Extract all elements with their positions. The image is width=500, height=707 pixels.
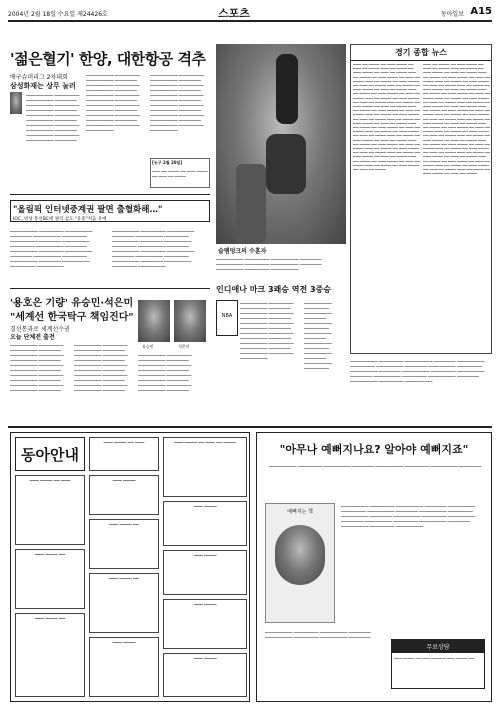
yu-seungmin-label: 유승민 (142, 344, 154, 349)
ad-cell: ▁▁▁ ▁▁▁▁ (163, 653, 247, 697)
beauty-ad-footer: ▁▁▁▁▁▁▁▁▁▁ ▁▁▁▁▁▁▁▁▁ ▁▁▁▁▁▁▁▁▁▁ ▁▁▁▁▁▁▁▁ ▁▁▁▁▁▁▁▁▁▁ ▁▁▁▁▁▁▁▁▁ ▁▁▁▁▁▁▁▁▁▁ ▁▁▁▁▁▁▁▁ (265, 629, 371, 638)
beauty-ad-headline: "아무나 예뻐지나요? 알아야 예뻐지죠" (279, 443, 469, 456)
olympic-headline: "올림픽 인터넷중계권 팔면 출혈화해…" (13, 205, 163, 215)
ad-cell: ▁▁▁ ▁▁▁▁ ▁▁ (15, 613, 85, 697)
contact-box-title: 무료상담 (392, 640, 484, 653)
ad-cell: ▁▁▁ ▁▁▁▁ ▁▁ (89, 573, 159, 633)
beauty-ad-body: ▁▁▁▁▁▁▁▁▁▁ ▁▁▁▁▁▁▁▁▁ ▁▁▁▁▁▁▁▁▁▁ ▁▁▁▁▁▁▁▁ ▁▁▁▁▁▁▁▁▁▁ ▁▁▁▁▁▁▁▁▁ ▁▁▁▁▁▁▁▁▁▁ ▁▁▁▁▁▁▁▁ ▁▁▁▁▁▁▁▁▁▁ ▁▁▁▁▁▁▁▁▁ ▁▁▁▁▁▁▁▁▁▁ ▁▁▁▁▁▁▁▁ ▁▁▁▁▁▁▁▁▁▁ ▁▁▁▁▁▁▁▁▁ ▁▁▁▁▁▁▁▁▁▁ ▁▁▁▁▁▁▁▁ ▁▁▁▁▁▁▁▁▁▁ ▁▁▁▁▁▁▁▁▁ ▁▁▁▁▁▁▁▁▁▁ ▁▁▁▁▁▁▁▁ ▁▁▁▁▁▁▁▁▁▁ ▁▁▁▁▁▁▁▁▁ ▁▁▁▁▁▁▁▁▁▁ (341, 503, 476, 527)
masthead (8, 4, 492, 20)
reporter-photo (10, 92, 22, 114)
volleyball-body-col3: ▁▁▁▁▁▁▁▁▁▁ ▁▁▁▁▁▁▁▁▁ ▁▁▁▁▁▁▁▁▁▁ ▁▁▁▁▁▁▁▁ ▁▁▁▁▁▁▁▁▁▁ ▁▁▁▁▁▁▁▁▁ ▁▁▁▁▁▁▁▁▁▁ ▁▁▁▁▁▁▁▁ ▁▁▁▁▁▁▁▁▁▁ ▁▁▁▁▁▁▁▁▁ ▁▁▁▁▁▁▁▁▁▁ ▁▁▁▁▁▁▁▁ ▁▁▁▁▁▁▁▁▁▁ ▁▁▁▁▁▁▁▁▁ ▁▁▁▁▁▁▁▁▁▁ ▁▁▁▁▁▁▁▁ ▁▁▁▁▁▁▁▁▁▁ ▁▁▁▁▁▁▁▁▁ ▁▁▁▁▁▁▁▁▁▁ ▁▁▁▁▁▁▁▁ ▁▁▁▁▁▁▁▁▁▁ ▁▁▁▁▁▁▁▁▁ ▁▁▁▁▁▁▁▁▁▁ (150, 72, 204, 131)
contact-box-body: ▁▁▁ ▁▁▁▁ ▁▁ ▁▁▁ ▁▁▁▁▁ ▁▁▁ ▁▁▁▁ ▁▁ (394, 655, 474, 659)
issue-date: 2004년 2월 18일 수요일 제24426호 (8, 11, 108, 18)
ad-cell: ▁▁▁ ▁▁▁▁ ▁▁ ▁▁▁ ▁▁ ▁▁▁▁ (163, 437, 247, 497)
ad-cell: ▁▁▁ ▁▁▁▁ (89, 475, 159, 515)
olympic-headline-box (10, 200, 210, 222)
tt-body-col2: ▁▁▁▁▁▁▁▁▁▁ ▁▁▁▁▁▁▁▁▁ ▁▁▁▁▁▁▁▁▁▁ ▁▁▁▁▁▁▁▁ ▁▁▁▁▁▁▁▁▁▁ ▁▁▁▁▁▁▁▁▁ ▁▁▁▁▁▁▁▁▁▁ ▁▁▁▁▁▁▁▁ ▁▁▁▁▁▁▁▁▁▁ ▁▁▁▁▁▁▁▁▁ ▁▁▁▁▁▁▁▁▁▁ ▁▁▁▁▁▁▁▁ ▁▁▁▁▁▁▁▁▁▁ ▁▁▁▁▁▁▁▁▁ ▁▁▁▁▁▁▁▁▁▁ ▁▁▁▁▁▁▁▁ ▁▁▁▁▁▁▁▁▁▁ ▁▁▁▁▁▁▁▁▁ ▁▁▁▁▁▁▁▁▁▁ ▁▁▁▁▁▁▁▁ (74, 342, 128, 391)
page-number: A15 (470, 6, 492, 17)
classified-ads (10, 432, 250, 702)
beauty-ad (256, 432, 492, 702)
olympic-body-col1: ▁▁▁▁▁▁▁▁▁▁ ▁▁▁▁▁▁▁▁▁ ▁▁▁▁▁▁▁▁▁▁ ▁▁▁▁▁▁▁▁ ▁▁▁▁▁▁▁▁▁▁ ▁▁▁▁▁▁▁▁▁ ▁▁▁▁▁▁▁▁▁▁ ▁▁▁▁▁▁▁▁ ▁▁▁▁▁▁▁▁▁▁ ▁▁▁▁▁▁▁▁▁ ▁▁▁▁▁▁▁▁▁▁ ▁▁▁▁▁▁▁▁ ▁▁▁▁▁▁▁▁▁▁ ▁▁▁▁▁▁▁▁▁ ▁▁▁▁▁▁▁▁▁▁ ▁▁▁▁▁▁▁▁ ▁▁▁▁▁▁▁▁▁▁ ▁▁▁▁▁▁▁▁▁ ▁▁▁▁▁▁▁▁▁▁ ▁▁▁▁▁▁▁▁ ▁▁▁▁▁▁▁▁▁▁ ▁▁▁▁▁▁▁▁▁ ▁▁▁▁▁▁▁▁▁▁ (10, 228, 93, 267)
nba-headline: 인디애나 마크 3쾌승 역전 3중승 (216, 285, 332, 294)
volleyball-subhead: 삼성화재는 상무 눌러 (10, 82, 76, 90)
yu-seungmin-photo (138, 300, 170, 342)
ad-cell: ▁▁▁ ▁▁▁▁ ▁▁ (15, 549, 85, 609)
tt-headline-1: '용호은 기량' 유승민·석은미 (10, 298, 134, 309)
standings-panel (350, 44, 492, 354)
book-cover (265, 503, 335, 623)
ad-cell: ▁▁▁ ▁▁▁▁ ▁▁ ▁▁▁ (89, 437, 159, 471)
beauty-ad-intro: ▁▁▁▁▁▁▁▁▁▁ ▁▁▁▁▁▁▁▁▁ ▁▁▁▁▁▁▁▁▁▁ ▁▁▁▁▁▁▁▁ ▁▁▁▁▁▁▁▁▁▁ ▁▁▁▁▁▁▁▁▁ ▁▁▁▁▁▁▁▁▁▁ ▁▁▁▁▁▁▁▁ (268, 463, 482, 467)
score-box-rows: ▁▁▁ ▁▁ ▁▁▁▁ ▁▁ ▁▁▁ ▁▁▁▁ ▁▁ ▁▁▁ ▁▁ ▁▁▁▁ (152, 168, 208, 177)
nba-body-col3: ▁▁▁▁▁▁▁▁▁▁ ▁▁▁▁▁▁▁▁▁ ▁▁▁▁▁▁▁▁▁▁ ▁▁▁▁▁▁▁▁ ▁▁▁▁▁▁▁▁▁▁ ▁▁▁▁▁▁▁▁▁ ▁▁▁▁▁▁▁▁▁▁ ▁▁▁▁▁▁▁▁ ▁▁▁▁▁▁▁▁▁▁ ▁▁▁▁▁▁▁▁▁ ▁▁▁▁▁▁▁▁▁▁ ▁▁▁▁▁▁▁▁ ▁▁▁▁▁▁▁▁▁▁ ▁▁▁▁▁▁▁▁▁ ▁▁▁▁▁▁▁▁▁▁ ▁▁▁▁▁▁▁▁ ▁▁▁▁▁▁▁▁▁▁ ▁▁▁▁▁▁▁▁▁ ▁▁▁▁▁▁▁▁▁▁ ▁▁▁▁▁▁▁▁ ▁▁▁▁▁▁▁▁▁▁ ▁▁▁▁▁▁▁▁▁ ▁▁▁▁▁▁▁▁▁▁ (350, 358, 485, 382)
classified-title: 동아안내 (15, 437, 85, 471)
volleyball-body-col2: ▁▁▁▁▁▁▁▁▁▁ ▁▁▁▁▁▁▁▁▁ ▁▁▁▁▁▁▁▁▁▁ ▁▁▁▁▁▁▁▁ ▁▁▁▁▁▁▁▁▁▁ ▁▁▁▁▁▁▁▁▁ ▁▁▁▁▁▁▁▁▁▁ ▁▁▁▁▁▁▁▁ ▁▁▁▁▁▁▁▁▁▁ ▁▁▁▁▁▁▁▁▁ ▁▁▁▁▁▁▁▁▁▁ ▁▁▁▁▁▁▁▁ ▁▁▁▁▁▁▁▁▁▁ ▁▁▁▁▁▁▁▁▁ ▁▁▁▁▁▁▁▁▁▁ ▁▁▁▁▁▁▁▁ ▁▁▁▁▁▁▁▁▁▁ ▁▁▁▁▁▁▁▁▁ ▁▁▁▁▁▁▁▁▁▁ ▁▁▁▁▁▁▁▁ ▁▁▁▁▁▁▁▁▁▁ ▁▁▁▁▁▁▁▁▁ ▁▁▁▁▁▁▁▁▁▁ (86, 72, 140, 131)
model-face (275, 525, 325, 585)
tt-byline: 결선통과로 세계선수권 (10, 326, 70, 333)
score-box-title: [농구 2월 20일] (152, 160, 183, 165)
ad-divider (8, 426, 492, 428)
nba-body-col1: ▁▁▁▁▁▁▁▁▁▁ ▁▁▁▁▁▁▁▁▁ ▁▁▁▁▁▁▁▁▁▁ ▁▁▁▁▁▁▁▁ ▁▁▁▁▁▁▁▁▁▁ ▁▁▁▁▁▁▁▁▁ ▁▁▁▁▁▁▁▁▁▁ ▁▁▁▁▁▁▁▁ ▁▁▁▁▁▁▁▁▁▁ ▁▁▁▁▁▁▁▁▁ ▁▁▁▁▁▁▁▁▁▁ ▁▁▁▁▁▁▁▁ ▁▁▁▁▁▁▁▁▁▁ ▁▁▁▁▁▁▁▁▁ ▁▁▁▁▁▁▁▁▁▁ ▁▁▁▁▁▁▁▁ ▁▁▁▁▁▁▁▁▁▁ ▁▁▁▁▁▁▁▁▁ ▁▁▁▁▁▁▁▁▁▁ ▁▁▁▁▁▁▁▁ ▁▁▁▁▁▁▁▁▁▁ ▁▁▁▁▁▁▁▁▁ ▁▁▁▁▁▁▁▁▁▁ (240, 300, 294, 359)
volleyball-headline: '젊은혈기' 한양, 대한항공 격추 (10, 50, 206, 68)
ad-cell: ▁▁▁ ▁▁▁▁ (163, 501, 247, 546)
divider-1 (10, 194, 210, 195)
standings-title: 경기 종합 뉴스 (351, 45, 491, 61)
ad-cell: ▁▁▁ ▁▁▁▁ (163, 599, 247, 649)
player-figure (276, 54, 298, 124)
nba-caption-text: ▁▁▁▁▁▁▁▁▁▁ ▁▁▁▁▁▁▁▁▁ ▁▁▁▁▁▁▁▁▁▁ ▁▁▁▁▁▁▁▁ ▁▁▁▁▁▁▁▁▁▁ ▁▁▁▁▁▁▁▁▁ ▁▁▁▁▁▁▁▁▁▁ ▁▁▁▁▁▁▁▁ ▁▁▁▁▁▁▁▁▁▁ ▁▁▁▁▁▁▁▁▁ ▁▁▁▁▁▁▁▁▁▁ (216, 256, 322, 270)
contact-box (391, 639, 485, 689)
masthead-rule (8, 20, 492, 22)
volleyball-body-col1: ▁▁▁▁▁▁▁▁▁▁ ▁▁▁▁▁▁▁▁▁ ▁▁▁▁▁▁▁▁▁▁ ▁▁▁▁▁▁▁▁ ▁▁▁▁▁▁▁▁▁▁ ▁▁▁▁▁▁▁▁▁ ▁▁▁▁▁▁▁▁▁▁ ▁▁▁▁▁▁▁▁ ▁▁▁▁▁▁▁▁▁▁ ▁▁▁▁▁▁▁▁▁ ▁▁▁▁▁▁▁▁▁▁ ▁▁▁▁▁▁▁▁ ▁▁▁▁▁▁▁▁▁▁ ▁▁▁▁▁▁▁▁▁ ▁▁▁▁▁▁▁▁▁▁ ▁▁▁▁▁▁▁▁ ▁▁▁▁▁▁▁▁▁▁ ▁▁▁▁▁▁▁▁▁ ▁▁▁▁▁▁▁▁▁▁ ▁▁▁▁▁▁▁▁ (26, 92, 80, 141)
olympic-subhead: IOC, 위성·통신BC에 권리 삼도 "유중"처음 유예 (13, 217, 107, 222)
olympic-body-col2: ▁▁▁▁▁▁▁▁▁▁ ▁▁▁▁▁▁▁▁▁ ▁▁▁▁▁▁▁▁▁▁ ▁▁▁▁▁▁▁▁ ▁▁▁▁▁▁▁▁▁▁ ▁▁▁▁▁▁▁▁▁ ▁▁▁▁▁▁▁▁▁▁ ▁▁▁▁▁▁▁▁ ▁▁▁▁▁▁▁▁▁▁ ▁▁▁▁▁▁▁▁▁ ▁▁▁▁▁▁▁▁▁▁ ▁▁▁▁▁▁▁▁ ▁▁▁▁▁▁▁▁▁▁ ▁▁▁▁▁▁▁▁▁ ▁▁▁▁▁▁▁▁▁▁ ▁▁▁▁▁▁▁▁ ▁▁▁▁▁▁▁▁▁▁ ▁▁▁▁▁▁▁▁▁ ▁▁▁▁▁▁▁▁▁▁ ▁▁▁▁▁▁▁▁ ▁▁▁▁▁▁▁▁▁▁ ▁▁▁▁▁▁▁▁▁ ▁▁▁▁▁▁▁▁▁▁ (112, 228, 195, 267)
nba-body-col2: ▁▁▁▁▁▁▁▁▁▁ ▁▁▁▁▁▁▁▁▁ ▁▁▁▁▁▁▁▁▁▁ ▁▁▁▁▁▁▁▁ ▁▁▁▁▁▁▁▁▁▁ ▁▁▁▁▁▁▁▁▁ ▁▁▁▁▁▁▁▁▁▁ ▁▁▁▁▁▁▁▁ ▁▁▁▁▁▁▁▁▁▁ ▁▁▁▁▁▁▁▁▁ ▁▁▁▁▁▁▁▁▁▁ ▁▁▁▁▁▁▁▁ ▁▁▁▁▁▁▁▁▁▁ ▁▁▁▁▁▁▁▁▁ (304, 300, 332, 369)
standings-table-left: ▁▁▁ ▁▁ ▁▁▁▁ ▁▁ ▁▁▁ ▁▁▁▁ ▁▁ ▁▁▁ ▁▁ ▁▁▁▁ ▁▁▁ ▁▁ ▁▁▁▁ ▁▁ ▁▁▁ ▁▁▁▁ ▁▁ ▁▁▁ ▁▁ ▁▁▁▁ ▁▁▁ ▁▁ ▁▁▁▁ ▁▁ ▁▁▁ ▁▁▁▁ ▁▁ ▁▁▁ ▁▁ ▁▁▁▁ ▁▁▁ ▁▁ ▁▁▁▁ ▁▁ ▁▁▁ ▁▁▁▁ ▁▁ ▁▁▁ ▁▁ ▁▁▁▁ ▁▁▁ ▁▁ ▁▁▁▁ ▁▁ ▁▁▁ ▁▁▁▁ ▁▁ ▁▁▁ ▁▁ ▁▁▁▁ ▁▁▁ ▁▁ ▁▁▁▁ ▁▁ ▁▁▁ ▁▁▁▁ ▁▁ ▁▁▁ ▁▁ ▁▁▁▁ ▁▁▁ ▁▁ ▁▁▁▁ ▁▁ ▁▁▁ ▁▁▁▁ ▁▁ ▁▁▁ ▁▁ ▁▁▁▁ ▁▁▁ ▁▁ ▁▁▁▁ ▁▁ ▁▁▁ ▁▁▁▁ ▁▁ ▁▁▁ ▁▁ ▁▁▁▁ ▁▁▁ ▁▁ ▁▁▁▁ ▁▁ ▁▁▁ ▁▁▁▁ ▁▁ ▁▁▁ ▁▁ ▁▁▁▁ ▁▁▁ ▁▁ ▁▁▁▁ ▁▁ ▁▁▁ ▁▁▁▁ ▁▁ ▁▁▁ ▁▁ ▁▁▁▁ ▁▁▁ ▁▁ ▁▁▁▁ ▁▁ ▁▁▁ ▁▁▁▁ ▁▁ ▁▁▁ ▁▁ ▁▁▁▁ ▁▁▁ ▁▁ ▁▁▁▁ ▁▁ ▁▁▁ ▁▁▁▁ ▁▁ ▁▁▁ ▁▁ ▁▁▁▁ ▁▁▁ ▁▁ ▁▁▁▁ ▁▁ ▁▁▁ ▁▁▁▁ ▁▁ ▁▁▁ ▁▁ ▁▁▁▁ ▁▁▁ ▁▁ ▁▁▁▁ ▁▁ ▁▁▁ ▁▁▁▁ ▁▁ ▁▁▁ ▁▁ ▁▁▁▁ ▁▁▁ ▁▁ ▁▁▁▁ ▁▁ ▁▁▁ ▁▁▁▁ ▁▁ ▁▁▁ ▁▁ ▁▁▁▁ ▁▁▁ ▁▁ ▁▁▁▁ ▁▁ ▁▁▁ ▁▁▁▁ ▁▁ ▁▁▁ ▁▁ ▁▁▁▁ ▁▁▁ ▁▁ ▁▁▁▁ ▁▁ ▁▁▁ ▁▁▁▁ ▁▁ ▁▁▁ ▁▁ ▁▁▁▁ ▁▁▁ ▁▁ ▁▁▁▁ ▁▁ ▁▁▁ ▁▁▁▁ ▁▁ ▁▁▁ ▁▁ ▁▁▁▁ ▁▁▁ ▁▁ ▁▁▁▁ ▁▁ ▁▁▁ ▁▁▁▁ ▁▁ ▁▁▁ ▁▁ ▁▁▁▁ (353, 61, 421, 171)
tt-body-col3: ▁▁▁▁▁▁▁▁▁▁ ▁▁▁▁▁▁▁▁▁ ▁▁▁▁▁▁▁▁▁▁ ▁▁▁▁▁▁▁▁ ▁▁▁▁▁▁▁▁▁▁ ▁▁▁▁▁▁▁▁▁ ▁▁▁▁▁▁▁▁▁▁ ▁▁▁▁▁▁▁▁ ▁▁▁▁▁▁▁▁▁▁ ▁▁▁▁▁▁▁▁▁ ▁▁▁▁▁▁▁▁▁▁ ▁▁▁▁▁▁▁▁ ▁▁▁▁▁▁▁▁▁▁ ▁▁▁▁▁▁▁▁▁ ▁▁▁▁▁▁▁▁▁▁ ▁▁▁▁▁▁▁▁ (138, 352, 192, 391)
tt-body-col1: ▁▁▁▁▁▁▁▁▁▁ ▁▁▁▁▁▁▁▁▁ ▁▁▁▁▁▁▁▁▁▁ ▁▁▁▁▁▁▁▁ ▁▁▁▁▁▁▁▁▁▁ ▁▁▁▁▁▁▁▁▁ ▁▁▁▁▁▁▁▁▁▁ ▁▁▁▁▁▁▁▁ ▁▁▁▁▁▁▁▁▁▁ ▁▁▁▁▁▁▁▁▁ ▁▁▁▁▁▁▁▁▁▁ ▁▁▁▁▁▁▁▁ ▁▁▁▁▁▁▁▁▁▁ ▁▁▁▁▁▁▁▁▁ ▁▁▁▁▁▁▁▁▁▁ ▁▁▁▁▁▁▁▁ ▁▁▁▁▁▁▁▁▁▁ ▁▁▁▁▁▁▁▁▁ ▁▁▁▁▁▁▁▁▁▁ ▁▁▁▁▁▁▁▁ (10, 342, 64, 391)
player-body (266, 134, 306, 194)
seok-eunmi-label: 석은미 (178, 344, 190, 349)
book-label: 예뻐지는 책 (287, 509, 313, 515)
paper-name: 동아일보 (440, 11, 464, 18)
section-title: 스포츠 (218, 7, 250, 20)
defender-figure (236, 164, 266, 244)
nba-logo: NBA (216, 300, 238, 336)
seok-eunmi-photo (174, 300, 206, 342)
standings-table-right: ▁▁▁ ▁▁ ▁▁▁▁ ▁▁ ▁▁▁ ▁▁▁▁ ▁▁ ▁▁▁ ▁▁ ▁▁▁▁ ▁▁▁ ▁▁ ▁▁▁▁ ▁▁ ▁▁▁ ▁▁▁▁ ▁▁ ▁▁▁ ▁▁ ▁▁▁▁ ▁▁▁ ▁▁ ▁▁▁▁ ▁▁ ▁▁▁ ▁▁▁▁ ▁▁ ▁▁▁ ▁▁ ▁▁▁▁ ▁▁▁ ▁▁ ▁▁▁▁ ▁▁ ▁▁▁ ▁▁▁▁ ▁▁ ▁▁▁ ▁▁ ▁▁▁▁ ▁▁▁ ▁▁ ▁▁▁▁ ▁▁ ▁▁▁ ▁▁▁▁ ▁▁ ▁▁▁ ▁▁ ▁▁▁▁ ▁▁▁ ▁▁ ▁▁▁▁ ▁▁ ▁▁▁ ▁▁▁▁ ▁▁ ▁▁▁ ▁▁ ▁▁▁▁ ▁▁▁ ▁▁ ▁▁▁▁ ▁▁ ▁▁▁ ▁▁▁▁ ▁▁ ▁▁▁ ▁▁ ▁▁▁▁ ▁▁▁ ▁▁ ▁▁▁▁ ▁▁ ▁▁▁ ▁▁▁▁ ▁▁ ▁▁▁ ▁▁ ▁▁▁▁ ▁▁▁ ▁▁ ▁▁▁▁ ▁▁ ▁▁▁ ▁▁▁▁ ▁▁ ▁▁▁ ▁▁ ▁▁▁▁ ▁▁▁ ▁▁ ▁▁▁▁ ▁▁ ▁▁▁ ▁▁▁▁ ▁▁ ▁▁▁ ▁▁ ▁▁▁▁ ▁▁▁ ▁▁ ▁▁▁▁ ▁▁ ▁▁▁ ▁▁▁▁ ▁▁ ▁▁▁ ▁▁ ▁▁▁▁ ▁▁▁ ▁▁ ▁▁▁▁ ▁▁ ▁▁▁ ▁▁▁▁ ▁▁ ▁▁▁ ▁▁ ▁▁▁▁ ▁▁▁ ▁▁ ▁▁▁▁ ▁▁ ▁▁▁ ▁▁▁▁ ▁▁ ▁▁▁ ▁▁ ▁▁▁▁ ▁▁▁ ▁▁ ▁▁▁▁ ▁▁ ▁▁▁ ▁▁▁▁ ▁▁ ▁▁▁ ▁▁ ▁▁▁▁ ▁▁▁ ▁▁ ▁▁▁▁ ▁▁ ▁▁▁ ▁▁▁▁ ▁▁ ▁▁▁ ▁▁ ▁▁▁▁ ▁▁▁ ▁▁ ▁▁▁▁ ▁▁ ▁▁▁ ▁▁▁▁ ▁▁ ▁▁▁ ▁▁ ▁▁▁▁ ▁▁▁ ▁▁ ▁▁▁▁ ▁▁ ▁▁▁ ▁▁▁▁ ▁▁ ▁▁▁ ▁▁ ▁▁▁▁ ▁▁▁ ▁▁ ▁▁▁▁ ▁▁ ▁▁▁ ▁▁▁▁ ▁▁ ▁▁▁ ▁▁ ▁▁▁▁ ▁▁▁ ▁▁ ▁▁▁▁ ▁▁ ▁▁▁ ▁▁▁▁ ▁▁ ▁▁▁ ▁▁ ▁▁▁▁ ▁▁▁ ▁▁ ▁▁▁▁ ▁▁ ▁▁▁ ▁▁▁▁ ▁▁ ▁▁▁ ▁▁ ▁▁▁▁ (423, 61, 491, 175)
divider-2 (10, 288, 210, 289)
volleyball-byline: 배구슈퍼리그 2차대회 (10, 74, 68, 81)
nba-photo (216, 44, 346, 244)
ad-cell: ▁▁▁ ▁▁▁▁ ▁▁ ▁▁▁ (15, 475, 85, 545)
ad-cell: ▁▁▁ ▁▁▁▁ ▁▁ (89, 519, 159, 569)
score-box (150, 158, 210, 188)
ad-cell: ▁▁▁ ▁▁▁▁ (89, 637, 159, 697)
tt-headline-2: "세계선 한국탁구 책임진다" (10, 312, 134, 323)
nba-photo-caption: 슬램덩크의 수훈자 (218, 248, 267, 255)
tt-subhead: 오늘 단체전 출전 (10, 334, 55, 341)
ad-cell: ▁▁▁ ▁▁▁▁ (163, 550, 247, 595)
